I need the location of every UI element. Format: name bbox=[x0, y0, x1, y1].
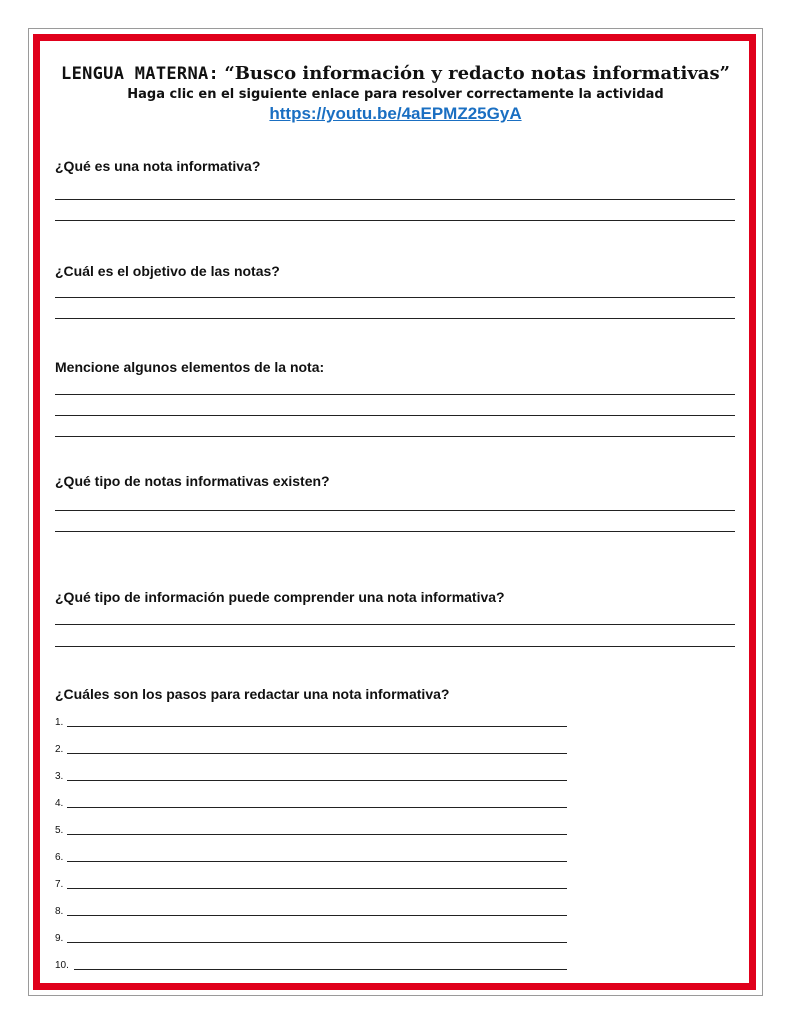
question-5: ¿Qué tipo de información puede comprender una nota informativa? bbox=[55, 589, 505, 605]
question-1: ¿Qué es una nota informativa? bbox=[55, 158, 261, 174]
step-item[interactable] bbox=[55, 766, 567, 782]
step-item[interactable] bbox=[55, 820, 567, 836]
answer-line[interactable] bbox=[55, 531, 735, 532]
step-number: 2. bbox=[55, 744, 64, 755]
step-answer-line[interactable] bbox=[67, 915, 567, 916]
step-number: 7. bbox=[55, 879, 64, 890]
step-answer-line[interactable] bbox=[67, 726, 567, 727]
question-6: ¿Cuáles son los pasos para redactar una nota informativa? bbox=[55, 686, 450, 702]
step-number: 4. bbox=[55, 798, 64, 809]
subject-label: LENGUA MATERNA: bbox=[61, 64, 220, 84]
step-answer-line[interactable] bbox=[67, 888, 567, 889]
step-answer-line[interactable] bbox=[67, 834, 567, 835]
step-number: 10. bbox=[55, 960, 69, 971]
worksheet-title bbox=[40, 62, 751, 86]
step-answer-line[interactable] bbox=[67, 807, 567, 808]
answer-line[interactable] bbox=[55, 510, 735, 511]
answer-line[interactable] bbox=[55, 297, 735, 298]
step-answer-line[interactable] bbox=[67, 942, 567, 943]
answer-line[interactable] bbox=[55, 646, 735, 647]
step-answer-line[interactable] bbox=[74, 969, 567, 970]
step-answer-line[interactable] bbox=[67, 780, 567, 781]
instruction-text: Haga clic en el siguiente enlace para resolver correctamente la actividad bbox=[127, 87, 664, 102]
answer-line[interactable] bbox=[55, 624, 735, 625]
step-item[interactable] bbox=[55, 874, 567, 890]
step-item[interactable] bbox=[55, 712, 567, 728]
step-number: 5. bbox=[55, 825, 64, 836]
answer-line[interactable] bbox=[55, 394, 735, 395]
question-2: ¿Cuál es el objetivo de las notas? bbox=[55, 263, 280, 279]
answer-line[interactable] bbox=[55, 199, 735, 200]
step-item[interactable] bbox=[55, 739, 567, 755]
video-link[interactable]: https://youtu.be/4aEPMZ25GyA bbox=[269, 104, 522, 123]
step-number: 1. bbox=[55, 717, 64, 728]
step-answer-line[interactable] bbox=[67, 753, 567, 754]
step-number: 6. bbox=[55, 852, 64, 863]
step-item[interactable] bbox=[55, 793, 567, 809]
answer-line[interactable] bbox=[55, 220, 735, 221]
step-item[interactable] bbox=[55, 955, 567, 971]
worksheet-header bbox=[40, 62, 751, 124]
answer-line[interactable] bbox=[55, 415, 735, 416]
step-item[interactable] bbox=[55, 901, 567, 917]
question-4: ¿Qué tipo de notas informativas existen? bbox=[55, 473, 330, 489]
answer-line[interactable] bbox=[55, 318, 735, 319]
step-number: 9. bbox=[55, 933, 64, 944]
topic-title: “Busco información y redacto notas informativas” bbox=[224, 63, 730, 84]
step-number: 3. bbox=[55, 771, 64, 782]
step-answer-line[interactable] bbox=[67, 861, 567, 862]
step-item[interactable] bbox=[55, 847, 567, 863]
answer-line[interactable] bbox=[55, 436, 735, 437]
step-number: 8. bbox=[55, 906, 64, 917]
step-item[interactable] bbox=[55, 928, 567, 944]
question-3: Mencione algunos elementos de la nota: bbox=[55, 359, 325, 375]
